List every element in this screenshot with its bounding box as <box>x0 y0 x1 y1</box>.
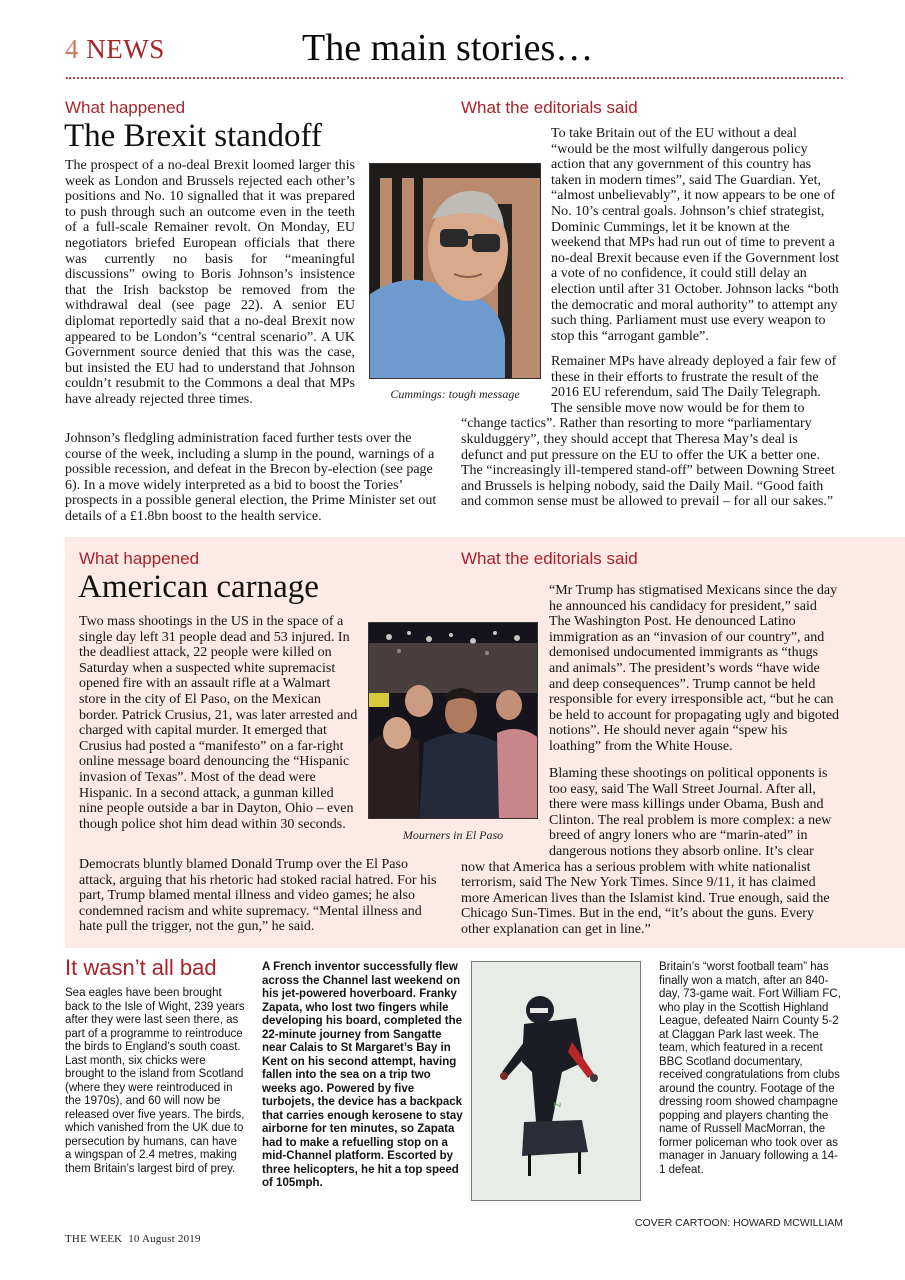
section-name: NEWS <box>86 34 165 64</box>
section-label <box>65 34 165 65</box>
brexit-happened-para2: Johnson’s fledgling administration faced further tests over the course of the week, including a slump in the pound, warnings of a possible recession, and defeat in the Brecon by-election (see page 6). In a move widely interpreted as a bid to boost the Tories’ prospects in a possible general election, the Prime Minister set out details of a £1.8bn boost to the health service. <box>65 431 437 524</box>
carnage-editorials-para2: Blaming these shootings on political opponents is too easy, said The Wall Street Journal. After all, there were mass killings under Obama, Bush and Clinton. The real problem is more complex: a new breed of angry loners who are “marin-ated” in dangerous notions they absorb online. It’s clear now that America has a serious problem with white nationalist terrorism, said The New York Times. Since 9/11, it has claimed more American lives than the Islamist kind. True enough, said the Chicago Sun-Times. But in the end, “it’s about the guns. Every other explanation can get in line.” <box>461 766 832 937</box>
brexit-kicker: What happened <box>65 98 186 117</box>
photo-wrap-spacer <box>461 157 551 360</box>
flyboard-pilot-illustration-icon <box>472 962 641 1201</box>
brexit-editorials-para1: To take Britain out of the EU without a deal “would be the most wilfully dangerous policy action that any government of this country has taken in modern times”, said The Guardian. Yet, “almost unbelievably”, it now appears to be one of No. 10’s central goals. Johnson’s chief strategist, Dominic Cummings, let it be known at the weekend that MPs had run out of time to prevent a no-deal Brexit because even if the Government lost a vote of no confidence, it could still delay an election until after 31 October. Johnson lacks “both the democratic and moral authority” to attempt any such thing. Parliament must use every weapon to stop this “arrogant gamble”. <box>461 126 841 360</box>
publication-name: THE WEEK <box>65 1233 123 1245</box>
football-story: Britain’s “worst football team” has finally won a match, after an 840-day, 73-game wait. Fort William FC, who play in the Scottish Highland League, defeated Nairn County 5-2 at Claggan Park last week. The team, which featured in a recent BBC Scotland documentary, received congratulations from clubs around the country. Footage of the dressing room showed champagne popping and players chanting the name of Russell MacMorran, the former policeman who took over as manager in January following a 14-1 defeat. <box>659 961 841 1176</box>
brexit-headline: The Brexit standoff <box>64 118 322 154</box>
cummings-caption: Cummings: tough message <box>390 387 520 401</box>
carnage-headline: American carnage <box>78 569 319 605</box>
carnage-editorials-para1: “Mr Trump has stigmatised Mexicans since the day he announced his candidacy for president,” said The Washington Post. He denounced Latino immigration as an “invasion of our country”, and demonised undocumented immigrants as “thugs and animals”. The president’s words “have wide and deep consequences”. Trump cannot be held responsible for every irresponsible act, “but he can be held to account for propagating ugly and bigoted notions”. He should never again “spew his loathing” from the White House. <box>461 583 841 764</box>
title-divider <box>66 77 843 79</box>
hoverboard-photo <box>471 961 641 1201</box>
mourners-caption: Mourners in El Paso <box>402 828 504 842</box>
hoverboard-story: A French inventor successfully flew across the Channel last weekend on his jet-powered hoverboard. Franky Zapata, who lost two fingers while developing his board, completed the 22-minute journey from Sangatte near Calais to St Margaret’s Bay in Kent on his second attempt, having fallen into the sea on a trip two weeks ago. Powered by five turbojets, the device has a backpack that carries enough kerosene to stay airborne for ten minutes, so Zapata had to make a refuelling stop on a mid-Channel platform. Escorted by three helicopters, he hit a top speed of 105mph. <box>262 961 463 1189</box>
carnage-kicker: What happened <box>79 549 200 568</box>
cover-credit: COVER CARTOON: HOWARD MCWILLIAM <box>634 1217 843 1229</box>
section-number: 4 <box>65 34 79 64</box>
issue-date: 10 August 2019 <box>128 1233 201 1245</box>
svg-text:Z: Z <box>552 1102 562 1108</box>
photo-wrap-spacer <box>461 766 549 858</box>
carnage-happened-para2: Democrats bluntly blamed Donald Trump over the El Paso attack, arguing that his rhetoric had stoked racial hatred. For his part, Trump blamed mental illness and video games; he also condemned racism and white supremacy. “Mental illness and hate pull the trigger, not the gun,” he said. <box>79 857 437 935</box>
good-news-title: It wasn’t all bad <box>65 955 217 980</box>
footer-publication <box>65 1233 201 1245</box>
photo-wrap-spacer <box>461 354 551 414</box>
carnage-editorials-kicker: What the editorials said <box>461 549 638 568</box>
sea-eagles-story: Sea eagles have been brought back to the Isle of Wight, 239 years after they were last seen there, as part of a programme to reintroduce the birds to England’s south coast. Last month, six chicks were brought to the island from Scotland (where they were reintroduced in the 1970s), and 60 will now be released over five years. The birds, which vanished from the UK due to persecution by humans, can have a wingspan of 2.4 metres, making them Britain’s largest bird of prey. <box>65 987 245 1175</box>
carnage-happened-para1: Two mass shootings in the US in the space of a single day left 31 people dead and 53 injured. In the deadliest attack, 22 people were killed on Saturday when a suspected white supremacist opened fire with an assault rifle at a Walmart store in the city of El Paso, on the Mexican border. Patrick Crusius, 21, was later arrested and charged with capital murder. It emerged that Crusius had posted a “manifesto” on a far-right online message board denouncing the “Hispanic invasion of Texas”. Most of the dead were Hispanic. In a second attack, a gunman killed nine people outside a bar in Dayton, Ohio – even though police shot him dead within 30 seconds. <box>79 614 358 832</box>
photo-wrap-spacer <box>461 614 549 764</box>
brexit-editorials-kicker: What the editorials said <box>461 98 638 117</box>
brexit-happened-para1: The prospect of a no-deal Brexit loomed larger this week as London and Brussels rejected each other’s positions and No. 10 signalled that it was prepared to push through such an outcome even in the teeth of a full-scale Remainer revolt. On Monday, EU negotiators briefed European officials that there was currently no basis for “meaningful discussions” owing to Boris Johnson’s insistence that the Irish backstop be removed from the withdrawal deal (see page 22). A senior EU diplomat reportedly said that a no-deal Brexit now appeared to be London’s “central scenario”. A UK Government source denied that this was the case, but insisted the EU had to understand that Johnson couldn’t resubmit to the Commons a deal that MPs have already rejected three times. <box>65 158 355 407</box>
brexit-editorials-para2: Remainer MPs have already deployed a fair few of these in their efforts to frustrate the result of the 2016 EU referendum, said The Daily Telegraph. The sensible move now would be for them to “change tactics”. Rather than resorting to more “parliamentary skulduggery”, they should accept that Theresa May’s deal is defunct and put pressure on the EU to offer the UK a better one. The “increasingly ill-tempered stand-off” between Downing Street and Brussels is helping nobody, said the Daily Mail. “Good faith and common sense must be allowed to prevail – for all our sakes.” <box>461 354 837 510</box>
page-title: The main stories… <box>302 27 594 69</box>
